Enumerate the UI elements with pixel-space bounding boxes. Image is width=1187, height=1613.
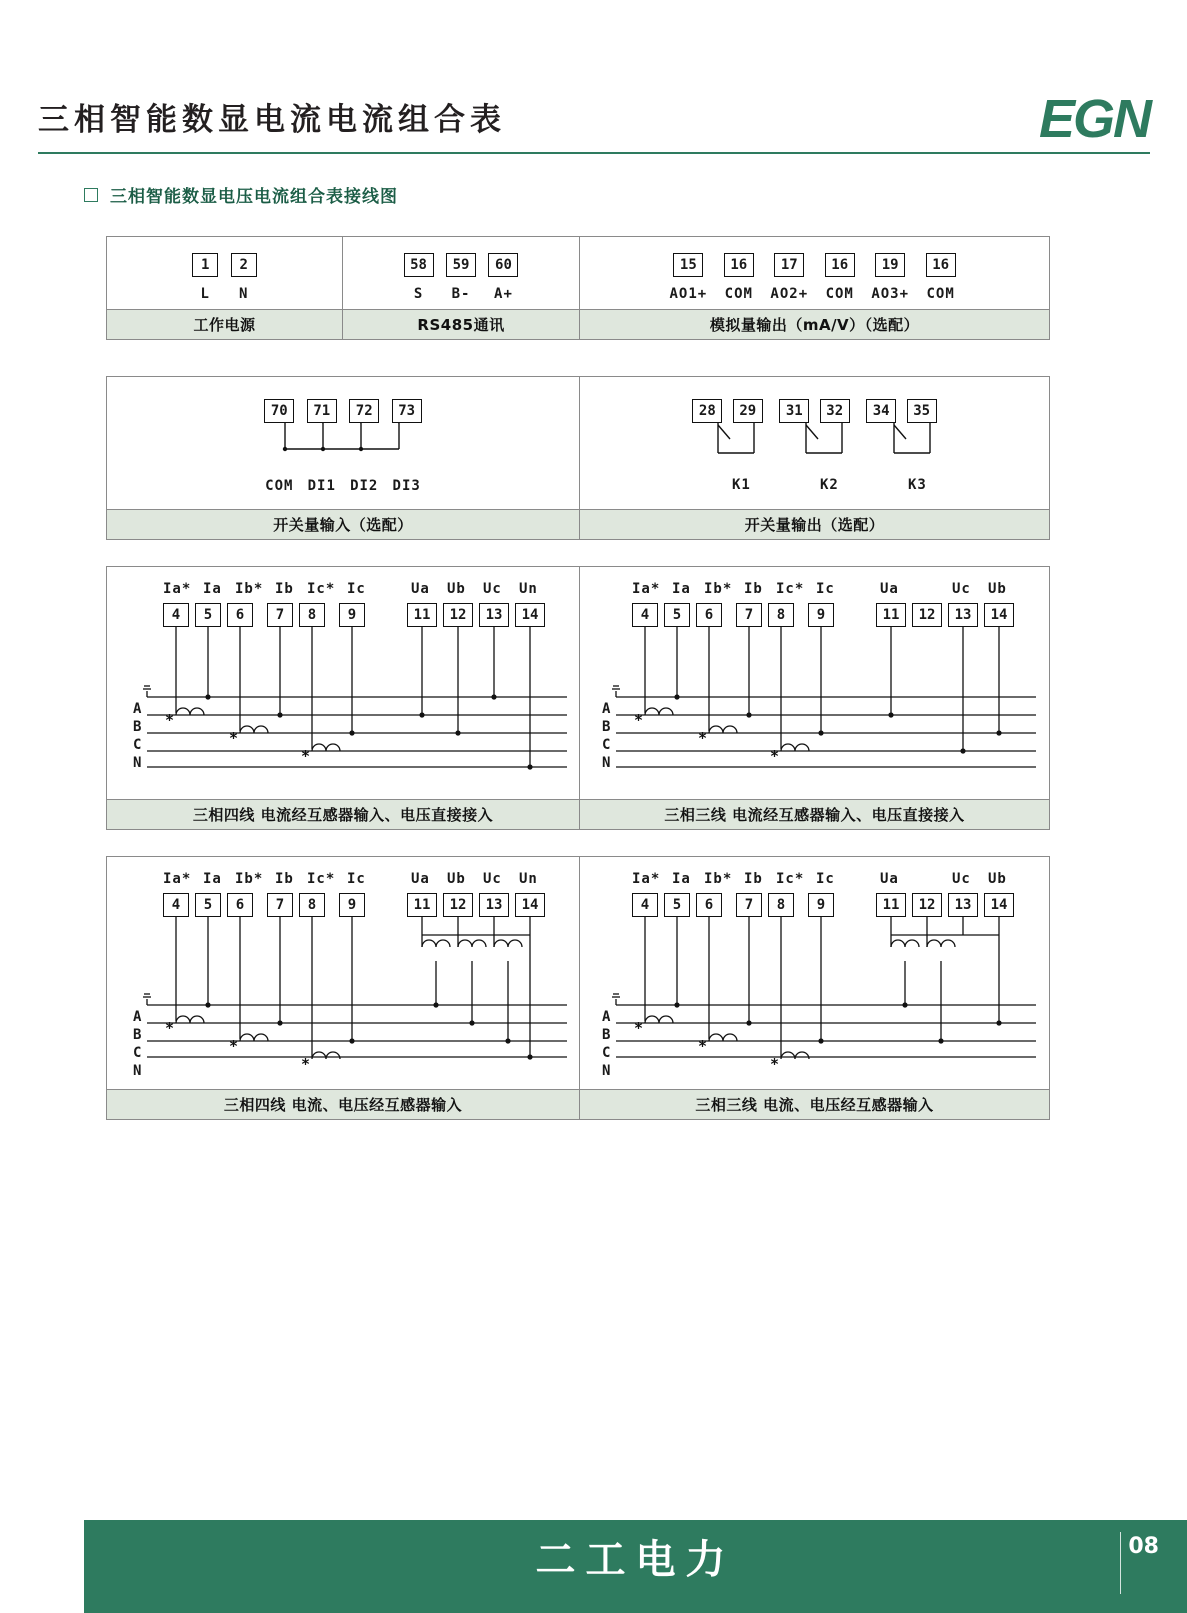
w3-label-ia-star: Ia* bbox=[163, 871, 192, 887]
panel-analog-output bbox=[580, 236, 1050, 340]
w2-label-ub: Ub bbox=[988, 581, 1007, 597]
w2-label-ib-star: Ib* bbox=[704, 581, 733, 597]
panel-caption-w2 bbox=[580, 799, 1049, 829]
w3-label-ib-star: Ib* bbox=[235, 871, 264, 887]
di-switch-contacts-diagram bbox=[277, 423, 427, 463]
svg-text:*: * bbox=[165, 711, 175, 729]
w1-caption-sub: 电流经互感器输入、电压直接接入 bbox=[260, 806, 494, 824]
square-bullet-icon bbox=[84, 188, 98, 202]
w3-terminal-13: 13 bbox=[479, 893, 509, 917]
page-footer bbox=[84, 1520, 1187, 1613]
w1-terminal-4: 4 bbox=[163, 603, 189, 627]
power-label-L: L bbox=[200, 286, 210, 302]
terminal-70: 70 bbox=[264, 399, 294, 423]
terminal-34: 34 bbox=[866, 399, 896, 423]
w2-caption-main: 三相三线 bbox=[664, 806, 727, 824]
w2-terminal-5: 5 bbox=[664, 603, 690, 627]
panel-caption-power: 工作电源 bbox=[107, 309, 342, 339]
w1-terminal-7: 7 bbox=[267, 603, 293, 627]
panel-rs485 bbox=[343, 236, 580, 340]
w3-terminal-9: 9 bbox=[339, 893, 365, 917]
w1-label-ua: Ua bbox=[411, 581, 430, 597]
do-label-k2: K2 bbox=[820, 477, 839, 493]
w3-terminal-7: 7 bbox=[267, 893, 293, 917]
power-labels-row bbox=[107, 285, 342, 303]
w2-label-ib: Ib bbox=[744, 581, 763, 597]
panel-caption-w3 bbox=[107, 1089, 579, 1119]
w3-terminal-8: 8 bbox=[299, 893, 325, 917]
w4-caption-sub: 电流、电压经互感器输入 bbox=[763, 1096, 934, 1114]
w1-caption-main: 三相四线 bbox=[192, 806, 255, 824]
w3-label-ic: Ic bbox=[347, 871, 366, 887]
w1-label-uc: Uc bbox=[483, 581, 502, 597]
w1-terminal-8: 8 bbox=[299, 603, 325, 627]
w1-circuit-diagram bbox=[107, 625, 581, 800]
w1-label-ia: Ia bbox=[203, 581, 222, 597]
w1-phase-C: C bbox=[133, 737, 143, 753]
svg-text:*: * bbox=[770, 747, 780, 765]
panel-caption-rs485: RS485通讯 bbox=[343, 309, 579, 339]
w2-label-uc: Uc bbox=[952, 581, 971, 597]
w1-label-ic: Ic bbox=[347, 581, 366, 597]
panel-wiring-3p3w-ct bbox=[580, 566, 1050, 830]
w3-label-un: Un bbox=[519, 871, 538, 887]
power-terminals-row bbox=[107, 253, 342, 277]
di-label-di3: DI3 bbox=[392, 478, 421, 494]
w4-label-ia: Ia bbox=[672, 871, 691, 887]
analog-terminals-row bbox=[580, 253, 1049, 277]
analog-label-com2: COM bbox=[825, 286, 854, 302]
analog-label-ao1: AO1+ bbox=[669, 286, 708, 302]
do-relay-contacts-diagram bbox=[708, 423, 948, 467]
rs485-label-S: S bbox=[413, 286, 424, 302]
do-label-k3: K3 bbox=[908, 477, 927, 493]
w2-phase-C: C bbox=[602, 737, 612, 753]
w4-label-ic-star: Ic* bbox=[776, 871, 805, 887]
terminal-71: 71 bbox=[307, 399, 337, 423]
w1-label-ic-star: Ic* bbox=[307, 581, 336, 597]
analog-label-com3: COM bbox=[926, 286, 955, 302]
w2-terminal-7: 7 bbox=[736, 603, 762, 627]
terminal-17: 17 bbox=[774, 253, 804, 277]
w1-label-un: Un bbox=[519, 581, 538, 597]
w4-phase-A: A bbox=[602, 1009, 612, 1025]
w3-terminal-11: 11 bbox=[407, 893, 437, 917]
w4-phase-B: B bbox=[602, 1027, 612, 1043]
analog-label-ao3: AO3+ bbox=[871, 286, 910, 302]
w2-phase-B: B bbox=[602, 719, 612, 735]
w2-terminal-4: 4 bbox=[632, 603, 658, 627]
w1-phase-A: A bbox=[133, 701, 143, 717]
w3-label-ib: Ib bbox=[275, 871, 294, 887]
w4-terminal-6: 6 bbox=[696, 893, 722, 917]
w3-terminal-12: 12 bbox=[443, 893, 473, 917]
w2-terminal-9: 9 bbox=[808, 603, 834, 627]
w4-terminal-4: 4 bbox=[632, 893, 658, 917]
terminal-16b: 16 bbox=[825, 253, 855, 277]
w2-terminal-14: 14 bbox=[984, 603, 1014, 627]
w3-phase-C: C bbox=[133, 1045, 143, 1061]
di-labels-row bbox=[107, 477, 579, 495]
w1-terminal-14: 14 bbox=[515, 603, 545, 627]
terminal-31: 31 bbox=[779, 399, 809, 423]
rs485-label-A: A+ bbox=[494, 286, 513, 302]
svg-text:*: * bbox=[301, 1055, 311, 1073]
w3-phase-B: B bbox=[133, 1027, 143, 1043]
w4-caption-main: 三相三线 bbox=[695, 1096, 758, 1114]
svg-text:*: * bbox=[301, 747, 311, 765]
w1-terminal-11: 11 bbox=[407, 603, 437, 627]
w4-label-ic: Ic bbox=[816, 871, 835, 887]
page-number: 08 bbox=[1128, 1534, 1159, 1559]
do-label-k1: K1 bbox=[732, 477, 751, 493]
terminal-72: 72 bbox=[349, 399, 379, 423]
w1-phase-B: B bbox=[133, 719, 143, 735]
w4-terminal-14: 14 bbox=[984, 893, 1014, 917]
terminal-32: 32 bbox=[820, 399, 850, 423]
section-heading bbox=[84, 182, 398, 207]
w2-terminal-13: 13 bbox=[948, 603, 978, 627]
w2-terminal-6: 6 bbox=[696, 603, 722, 627]
w3-label-uc: Uc bbox=[483, 871, 502, 887]
w3-phase-A: A bbox=[133, 1009, 143, 1025]
analog-label-com1: COM bbox=[724, 286, 753, 302]
w2-circuit-diagram bbox=[580, 625, 1050, 800]
w1-terminal-6: 6 bbox=[227, 603, 253, 627]
terminal-15: 15 bbox=[673, 253, 703, 277]
w2-label-ic: Ic bbox=[816, 581, 835, 597]
panel-power-supply bbox=[106, 236, 343, 340]
w4-label-uc: Uc bbox=[952, 871, 971, 887]
svg-text:*: * bbox=[698, 1037, 708, 1055]
w3-terminal-6: 6 bbox=[227, 893, 253, 917]
svg-text:*: * bbox=[229, 1037, 239, 1055]
w2-label-ua: Ua bbox=[880, 581, 899, 597]
terminal-29: 29 bbox=[733, 399, 763, 423]
w1-label-ia-star: Ia* bbox=[163, 581, 192, 597]
w4-terminal-7: 7 bbox=[736, 893, 762, 917]
di-label-com: COM bbox=[265, 478, 294, 494]
w2-label-ia-star: Ia* bbox=[632, 581, 661, 597]
rs485-label-B: B- bbox=[451, 286, 471, 302]
w1-terminal-5: 5 bbox=[195, 603, 221, 627]
w3-terminal-4: 4 bbox=[163, 893, 189, 917]
svg-text:*: * bbox=[229, 729, 239, 747]
w3-circuit-diagram bbox=[107, 915, 581, 1090]
terminal-35: 35 bbox=[907, 399, 937, 423]
di-label-di1: DI1 bbox=[307, 478, 336, 494]
w4-phase-N: N bbox=[602, 1063, 612, 1079]
rs485-terminals-row bbox=[343, 253, 579, 277]
terminal-58: 58 bbox=[404, 253, 434, 277]
panel-digital-output bbox=[580, 376, 1050, 540]
w3-label-ia: Ia bbox=[203, 871, 222, 887]
w2-label-ia: Ia bbox=[672, 581, 691, 597]
panel-digital-input bbox=[106, 376, 580, 540]
w4-terminal-9: 9 bbox=[808, 893, 834, 917]
w3-terminal-5: 5 bbox=[195, 893, 221, 917]
w3-label-ic-star: Ic* bbox=[307, 871, 336, 887]
terminal-28: 28 bbox=[692, 399, 722, 423]
w1-label-ub: Ub bbox=[447, 581, 466, 597]
w2-label-ic-star: Ic* bbox=[776, 581, 805, 597]
w4-terminal-11: 11 bbox=[876, 893, 906, 917]
w1-label-ib: Ib bbox=[275, 581, 294, 597]
w3-phase-N: N bbox=[133, 1063, 143, 1079]
terminal-73: 73 bbox=[392, 399, 422, 423]
w4-label-ua: Ua bbox=[880, 871, 899, 887]
panel-caption-w1 bbox=[107, 799, 579, 829]
w4-phase-C: C bbox=[602, 1045, 612, 1061]
w2-terminal-8: 8 bbox=[768, 603, 794, 627]
w1-label-ib-star: Ib* bbox=[235, 581, 264, 597]
w1-terminal-13: 13 bbox=[479, 603, 509, 627]
w4-circuit-diagram bbox=[580, 915, 1050, 1090]
w4-label-ib-star: Ib* bbox=[704, 871, 733, 887]
w4-label-ib: Ib bbox=[744, 871, 763, 887]
footer-brand: 二工电力 bbox=[535, 1537, 736, 1583]
panel-caption-w4 bbox=[580, 1089, 1049, 1119]
panel-wiring-3p4w-ct bbox=[106, 566, 580, 830]
page-header bbox=[38, 89, 1150, 154]
section-heading-label: 三相智能数显电压电流组合表接线图 bbox=[110, 187, 398, 207]
page-title: 三相智能数显电流电流组合表 bbox=[38, 102, 506, 138]
terminal-16a: 16 bbox=[724, 253, 754, 277]
w3-label-ua: Ua bbox=[411, 871, 430, 887]
panel-caption-analog: 模拟量输出（mA/V）（选配） bbox=[580, 309, 1049, 339]
terminal-60: 60 bbox=[488, 253, 518, 277]
w2-caption-sub: 电流经互感器输入、电压直接接入 bbox=[732, 806, 965, 824]
power-label-N: N bbox=[239, 286, 249, 302]
w3-caption-main: 三相四线 bbox=[223, 1096, 286, 1114]
w4-label-ub: Ub bbox=[988, 871, 1007, 887]
di-terminals-row bbox=[107, 399, 579, 423]
svg-text:*: * bbox=[634, 1019, 644, 1037]
w1-phase-N: N bbox=[133, 755, 143, 771]
w4-terminal-8: 8 bbox=[768, 893, 794, 917]
analog-labels-row bbox=[580, 285, 1049, 303]
w4-terminal-13: 13 bbox=[948, 893, 978, 917]
w4-terminal-12: 12 bbox=[912, 893, 942, 917]
panel-wiring-3p4w-ct-pt bbox=[106, 856, 580, 1120]
w1-terminal-12: 12 bbox=[443, 603, 473, 627]
rs485-labels-row bbox=[343, 285, 579, 303]
analog-label-ao2: AO2+ bbox=[770, 286, 809, 302]
w2-terminal-11: 11 bbox=[876, 603, 906, 627]
terminal-1: 1 bbox=[192, 253, 218, 277]
terminal-16c: 16 bbox=[926, 253, 956, 277]
svg-text:*: * bbox=[165, 1019, 175, 1037]
footer-divider bbox=[1120, 1532, 1121, 1594]
terminal-2: 2 bbox=[231, 253, 257, 277]
svg-text:*: * bbox=[698, 729, 708, 747]
w4-terminal-5: 5 bbox=[664, 893, 690, 917]
w1-terminal-9: 9 bbox=[339, 603, 365, 627]
panel-wiring-3p3w-ct-pt bbox=[580, 856, 1050, 1120]
w2-phase-A: A bbox=[602, 701, 612, 717]
do-terminals-row bbox=[580, 399, 1049, 423]
svg-text:*: * bbox=[770, 1055, 780, 1073]
brand-logo: EGN bbox=[1038, 89, 1150, 149]
panel-caption-do: 开关量输出（选配） bbox=[580, 509, 1049, 539]
svg-text:*: * bbox=[634, 711, 644, 729]
terminal-19: 19 bbox=[875, 253, 905, 277]
panel-caption-di: 开关量输入（选配） bbox=[107, 509, 579, 539]
terminal-59: 59 bbox=[446, 253, 476, 277]
w2-terminal-12: 12 bbox=[912, 603, 942, 627]
di-label-di2: DI2 bbox=[350, 478, 379, 494]
w4-label-ia-star: Ia* bbox=[632, 871, 661, 887]
w3-caption-sub: 电流、电压经互感器输入 bbox=[291, 1096, 463, 1114]
w3-label-ub: Ub bbox=[447, 871, 466, 887]
w2-phase-N: N bbox=[602, 755, 612, 771]
w3-terminal-14: 14 bbox=[515, 893, 545, 917]
